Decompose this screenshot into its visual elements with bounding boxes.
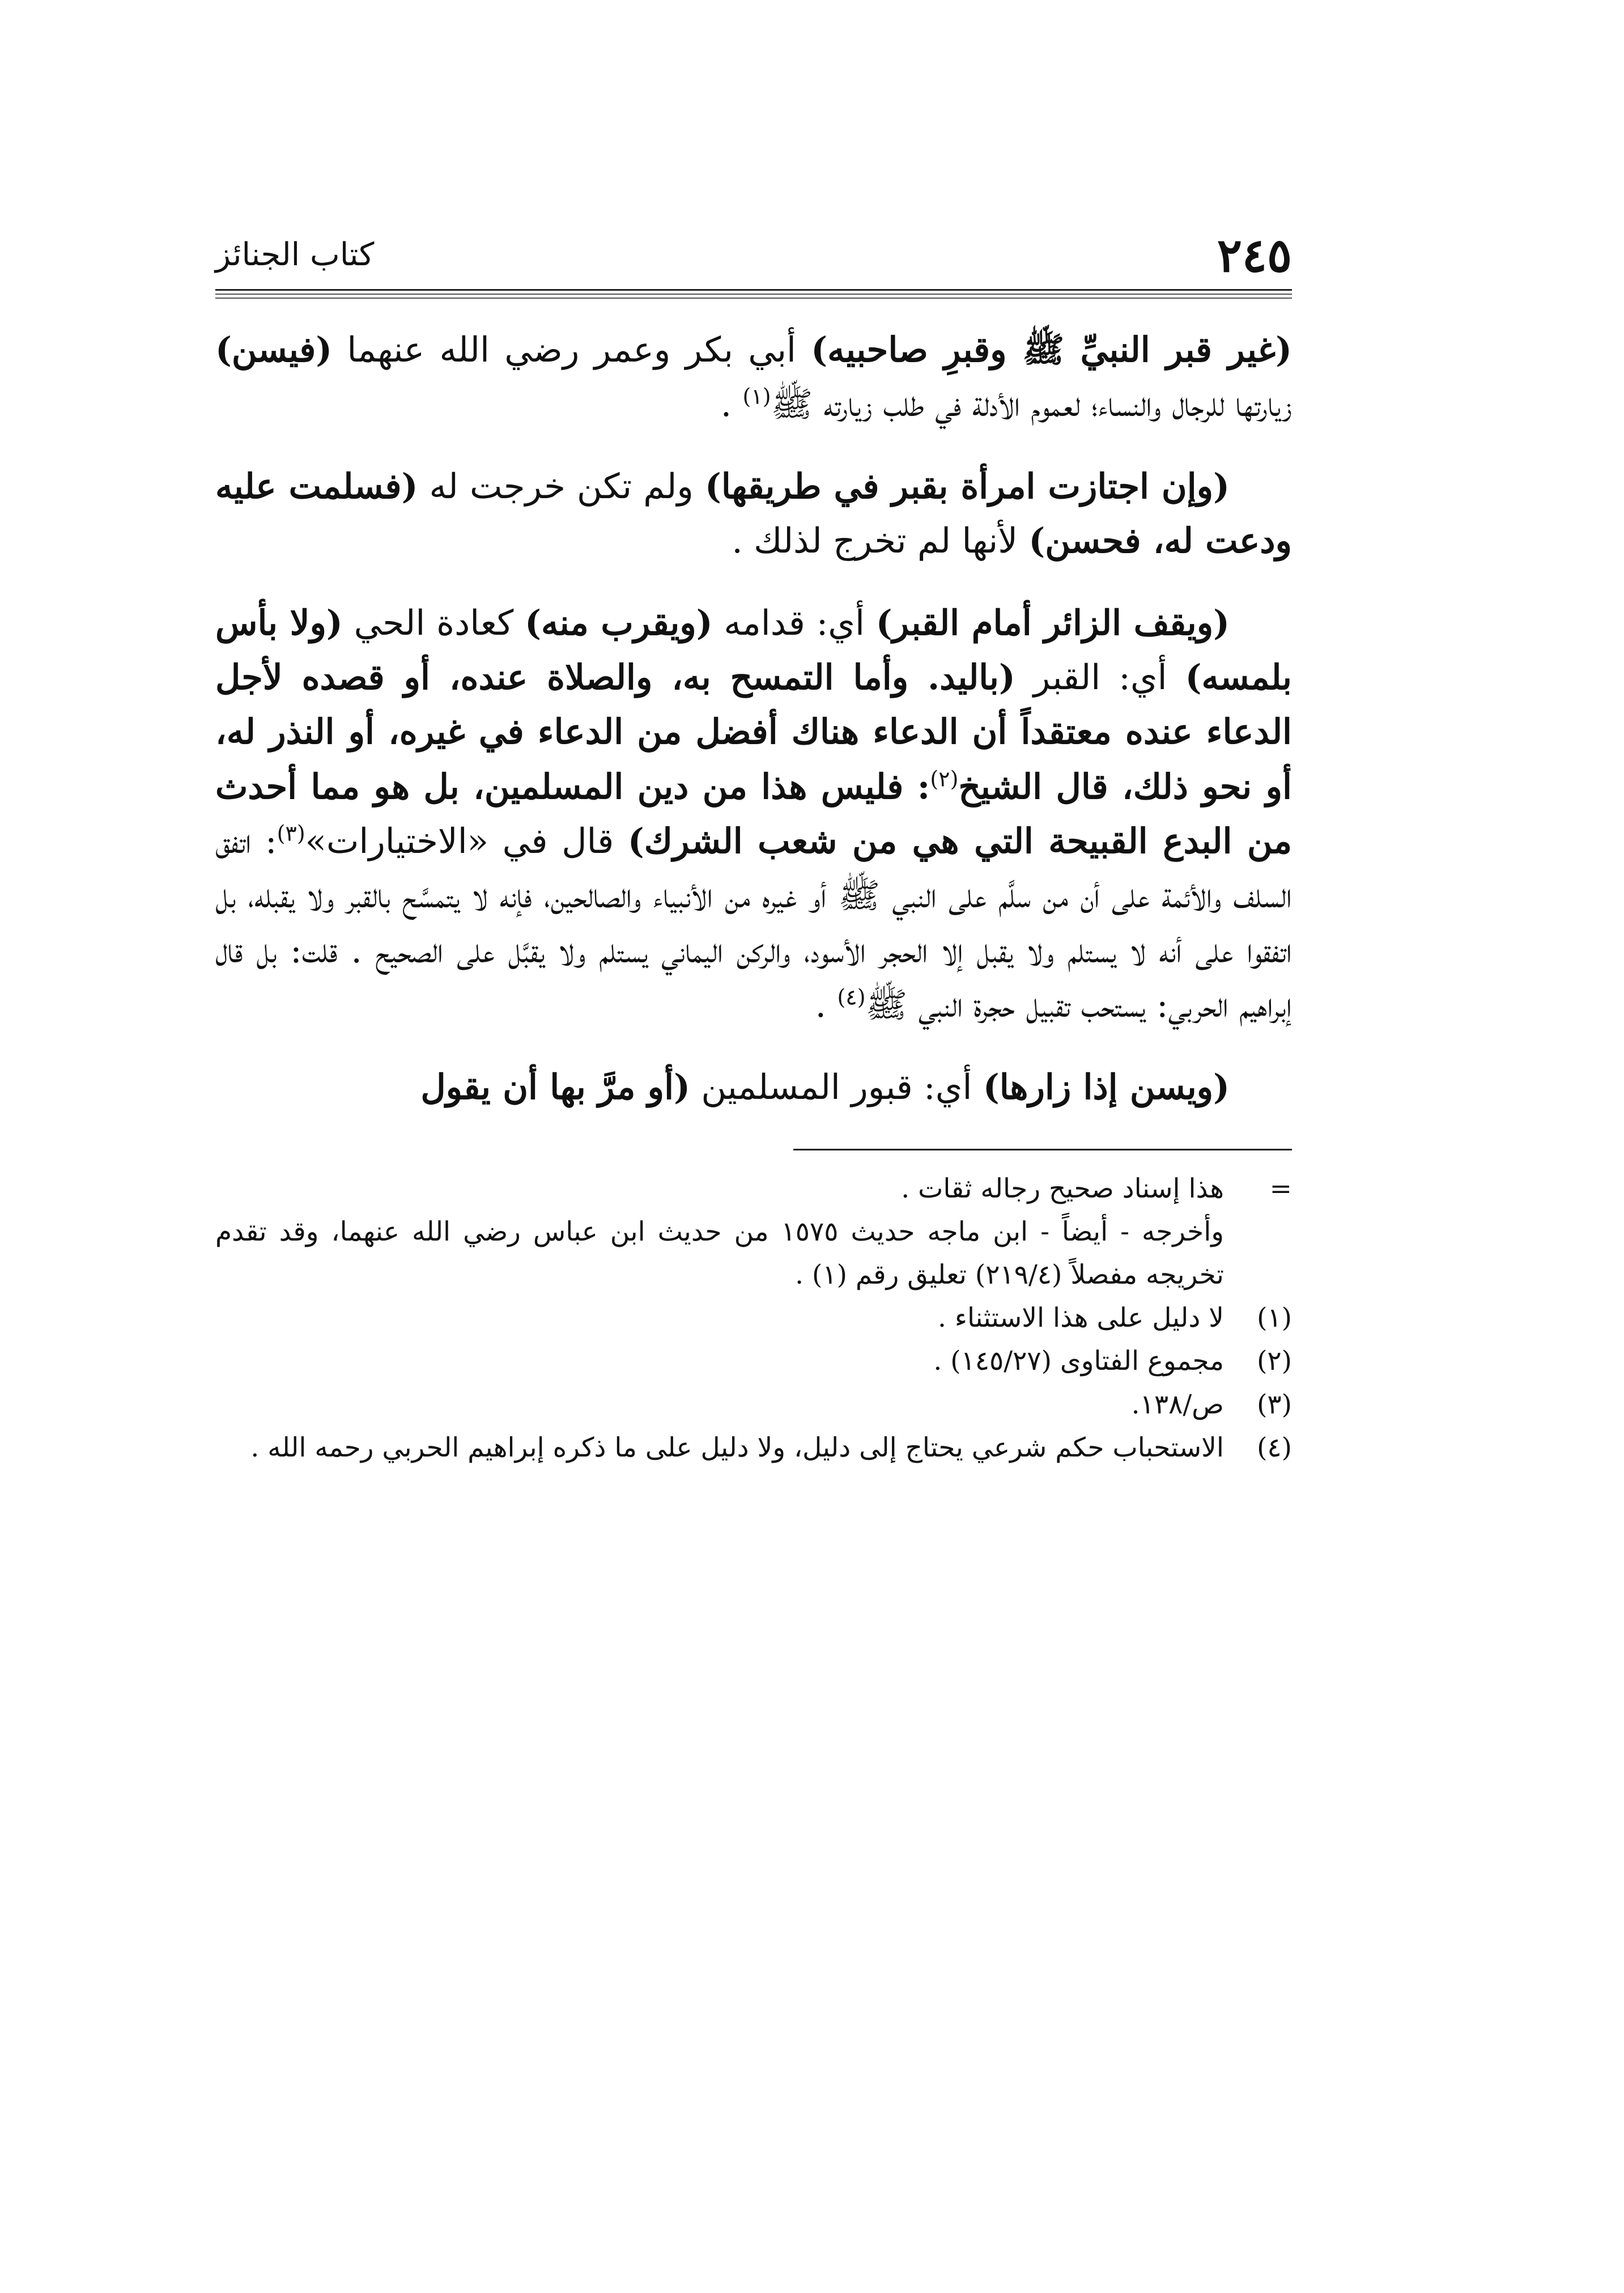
commentary-text: لأنها لم تخرج لذلك . [732,521,1029,562]
commentary-text: . [815,985,837,1026]
running-title: كتاب الجنائز [215,236,375,273]
footnote-reference[interactable]: (١) [742,384,771,410]
matn-text: (ويسن إذا زارها) [983,1067,1230,1107]
footnote-reference[interactable]: (٣) [277,821,305,846]
continuation-marker: = [1269,1173,1292,1204]
footnote-reference[interactable]: (٢) [930,766,959,792]
footnote-separator [793,1149,1292,1150]
footnote-text: هذا إسناد صحيح رجاله ثقات . [901,1173,1224,1204]
footnote-item [215,1383,1292,1426]
footnote-text: لا دليل على هذا الاستثناء . [938,1302,1224,1334]
footnote-marker: (٢) [1257,1345,1292,1377]
paragraph-2 [215,460,1292,569]
footnote-marker: (١) [1257,1302,1292,1334]
header-rule-line [215,289,1292,291]
page-header [215,227,1292,283]
footnote-marker: (٤) [1257,1432,1292,1463]
footnote-marker: (٣) [1257,1388,1292,1420]
footnote-reference[interactable]: (٤) [837,984,866,1010]
commentary-text: أبي بكر وعمر رضي الله عنهما [332,330,811,370]
matn-text: (غير قبر النبيِّ ﷺ وقبرِ صاحبيه) [811,330,1292,370]
commentary-text: زيارتها للرجال والنساء؛ لعموم الأدلة في طلب زيارته ﷺ [771,384,1292,425]
commentary-text: أي: قبور المسلمين [690,1067,983,1107]
commentary-text: . [720,384,743,425]
paragraph-3 [215,596,1292,1033]
matn-text: (ولا بأس بلمسه) [215,602,1293,698]
header-rule [215,289,1292,306]
commentary-text: أي: القبر [1015,657,1185,698]
commentary-text: : اتفق السلف والأئمة على أن من سلَّم على النبي ﷺ أو غيره من الأنبياء والصالحين، فإنه لا يتمسَّح بالقبر ولا يقبله، بل اتفقوا على أنه لا يستلم ولا يقبل إلا الحجر الأسود، والركن اليماني يستلم ولا يقبَّل على الصحيح . قلت: بل قال إبراهيم الحربي: يستحب تقبيل حجرة النبي ﷺ [215,821,1292,1026]
commentary-text: أي: قدامه [712,602,876,643]
commentary-text: ولم تكن خرجت له [418,466,705,507]
matn-text: (أو مرَّ بها أن يقول [420,1067,690,1107]
footnotes [215,1167,1292,1470]
footnote-text: الاستحباب حكم شرعي يحتاج إلى دليل، ولا دليل على ما ذكره إبراهيم الحربي رحمه الله . [250,1432,1224,1463]
matn-text: (فسلمت عليه ودعت له، فحسن) [215,466,1292,562]
matn-text: (ويقرب منه) [525,602,713,643]
matn-text: (باليد. وأما التمسح به، والصلاة عنده، أو قصده لأجل الدعاء عنده معتقداً أن الدعاء هناك أفضل من الدعاء في غيره، أو النذر له، أو نحو ذلك، قال الشيخ [215,657,1292,807]
page-number: ٢٤٥ [1217,228,1292,283]
footnote-item [215,1426,1292,1470]
paragraph-1 [215,323,1292,432]
matn-text: (فيسن) [215,330,333,370]
footnote-text: ص/١٣٨. [1131,1388,1224,1420]
paragraph-4 [215,1060,1292,1115]
commentary-text: كعادة الحي [342,602,525,643]
matn-text: (وإن اجتازت امرأة بقبر في طريقها) [704,466,1230,507]
header-rule-line [215,294,1292,295]
commentary-text: قال في «الاختيارات» [305,821,628,861]
footnote-item [215,1297,1292,1340]
matn-text: : فليس هذا من دين المسلمين، بل هو مما أحدث من البدع القبيحة التي هي من شعب الشرك) [215,766,1293,861]
book-page [215,227,1292,2210]
body-text [215,323,1292,1115]
footnote-continuation [215,1167,1292,1211]
footnote-text: وأخرجه - أيضاً - ابن ماجه حديث ١٥٧٥ من حديث ابن عباس رضي الله عنهما، وقد تقدم تخريجه مفصلاً (٢١٩/٤) تعليق رقم (١) . [215,1216,1224,1291]
footnote-item [215,1340,1292,1383]
matn-text: (ويقف الزائر أمام القبر) [875,602,1230,643]
footnote-text: مجموع الفتاوى (١٤٥/٢٧) . [933,1345,1224,1377]
header-rule-line [215,298,1292,299]
